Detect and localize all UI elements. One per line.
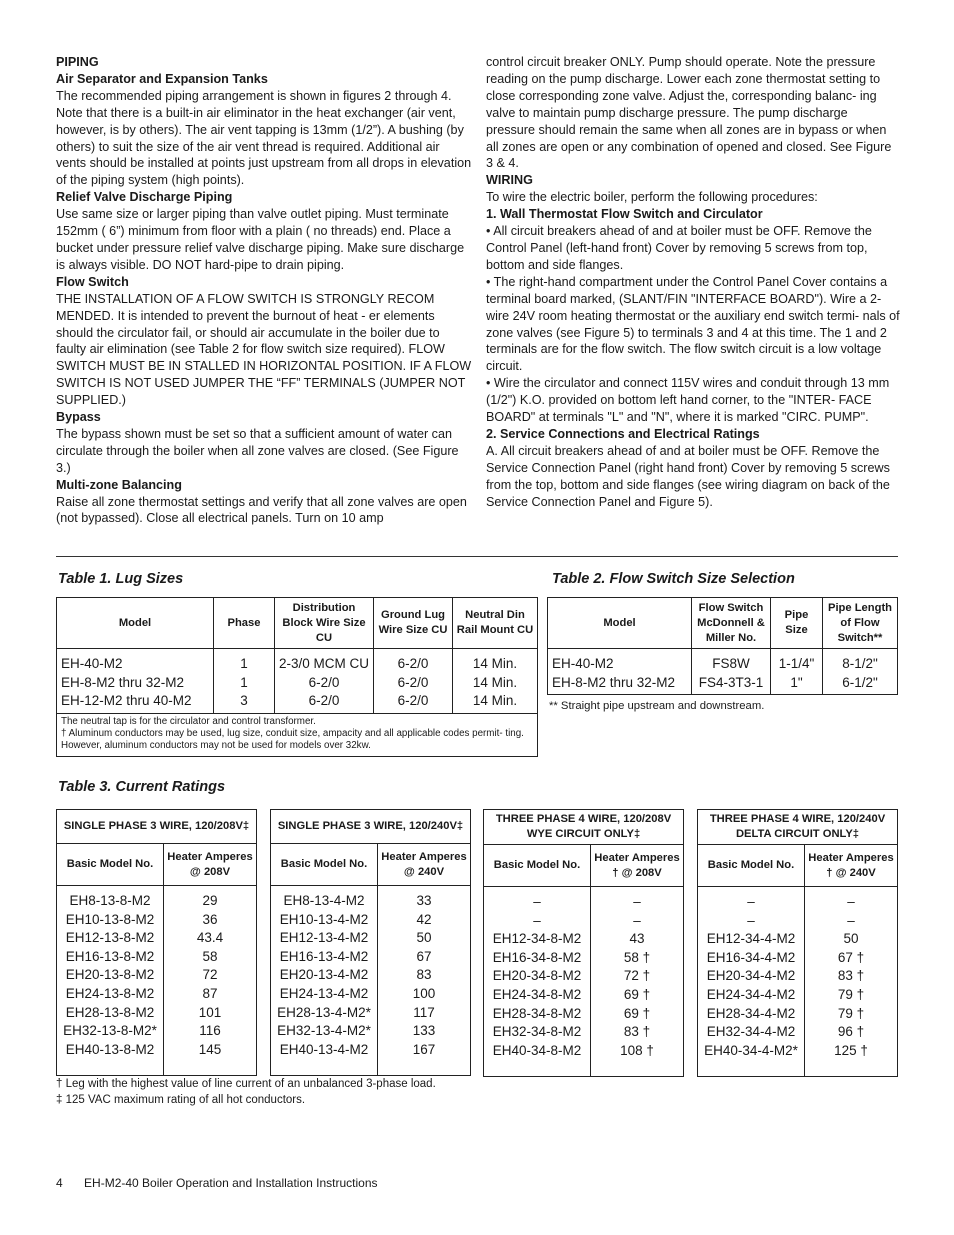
current-table-panel-4 <box>697 809 898 1077</box>
page-number: 4 <box>56 1176 63 1190</box>
t2-header-model: Model <box>548 598 692 649</box>
paragraph-multizone-cont: control circuit breaker ONLY. Pump should operate. Note the pressure reading on the pump discharge. Lower each zone thermostat setting to close corresponding zone valve. Adjust the, corresponding balanc- ing valve to maintain pump discharge pressure. The pump discharge pressure should remain the same when all zones are in bypass or when all zones are open or any combination of opened and closed. See Figure 3 & 4. <box>486 55 892 171</box>
t1-ground-cell: 6-2/0 6-2/0 6-2/0 <box>374 649 453 714</box>
t2-header-pipe-length: Pipe Length of Flow Switch** <box>823 598 898 649</box>
paragraph-breakers: • All circuit breakers ahead of and at boiler must be OFF. Remove the Control Panel (left-hand front) Cover by removing 5 screws from top, bottom and side flanges. <box>486 224 872 272</box>
heading-piping: PIPING <box>56 55 99 69</box>
t3p1-amps: 29 36 43.4 58 72 87 101 116 145 <box>164 886 257 1076</box>
t3p2-models: EH8-13-4-M2 EH10-13-4-M2 EH12-13-4-M2 EH16-13-4-M2 EH20-13-4-M2 EH24-13-4-M2 EH28-13-4-M2* EH32-13-4-M2* EH40-13-4-M2 <box>277 893 371 1057</box>
heading-wiring: WIRING <box>486 173 533 188</box>
lug-sizes-table <box>56 597 538 757</box>
heading-bypass: Bypass <box>56 410 101 425</box>
t2-pipe-length-cell: 8-1/2" 6-1/2" <box>823 649 898 695</box>
t3p4-models: – – EH12-34-4-M2 EH16-34-4-M2 EH20-34-4-M2 EH24-34-4-M2 EH28-34-4-M2 EH32-34-4-M2 EH40-34-4-M2* <box>704 894 798 1058</box>
t3p1-models: EH8-13-8-M2 EH10-13-8-M2 EH12-13-8-M2 EH16-13-8-M2 EH20-13-8-M2 EH24-13-8-M2 EH28-13-8-M2 EH32-13-8-M2* EH40-13-8-M2 <box>63 893 157 1057</box>
t3p1-col-model: Basic Model No. <box>57 844 164 886</box>
paragraph-service-connections: A. All circuit breakers ahead of and at boiler must be OFF. Remove the Service Connection Panel (right hand front) Cover by removing 5 screws from the top, bottom and side flanges (see wiring diagram on back of the Service Connection Panel and Figure 5). <box>486 443 890 509</box>
paragraph-wiring-intro: To wire the electric boiler, perform the following procedures: <box>486 190 818 205</box>
t3p2-col-model: Basic Model No. <box>271 844 378 886</box>
section-divider <box>56 556 898 557</box>
heading-service-connections: 2. Service Connections and Electrical Ratings <box>486 426 760 441</box>
t2-header-pipe-size: Pipe Size <box>771 598 823 649</box>
document-title: EH-M2-40 Boiler Operation and Installation Instructions <box>84 1176 378 1190</box>
t1-distribution-cell: 2-3/0 MCM CU 6-2/0 6-2/0 <box>275 649 374 714</box>
t3p3-models: – – EH12-34-8-M2 EH16-34-8-M2 EH20-34-8-M2 EH24-34-8-M2 EH28-34-8-M2 EH32-34-8-M2 EH40-34-8-M2 <box>492 894 582 1058</box>
t2-models-cell: EH-40-M2 EH-8-M2 thru 32-M2 <box>552 656 676 690</box>
t1-header-phase: Phase <box>214 598 275 649</box>
t3p4-amps: – – 50 67 † 83 † 79 † 79 † 96 † 125 † <box>805 887 898 1077</box>
t1-phase-cell: 1 1 3 <box>214 649 275 714</box>
t3p1-title: SINGLE PHASE 3 WIRE, 120/208V‡ <box>57 810 257 844</box>
heading-air-separator: Air Separator and Expansion Tanks <box>56 71 268 86</box>
t3p3-amps: – – 43 58 † 72 † 69 † 69 † 83 † 108 † <box>591 887 684 1077</box>
t2-footnote: ** Straight pipe upstream and downstream. <box>549 700 765 712</box>
flow-switch-table <box>547 597 898 695</box>
table1-caption: Table 1. Lug Sizes <box>58 571 184 587</box>
heading-wall-thermostat: 1. Wall Thermostat Flow Switch and Circulator <box>486 207 763 222</box>
t1-header-distribution: Distribution Block Wire Size CU <box>275 598 374 649</box>
heading-multizone: Multi-zone Balancing <box>56 477 182 492</box>
t3p2-amps: 33 42 50 67 83 100 117 133 167 <box>378 886 471 1076</box>
t3p2-col-amps: Heater Amperes @ 240V <box>378 844 471 886</box>
table2-caption: Table 2. Flow Switch Size Selection <box>552 571 795 587</box>
t3p4-col-model: Basic Model No. <box>698 845 805 887</box>
table3-caption: Table 3. Current Ratings <box>58 779 226 795</box>
page-footer <box>56 1176 396 1190</box>
t3-footnote-dagger: † Leg with the highest value of line current of an unbalanced 3-phase load. <box>56 1078 436 1090</box>
paragraph-multizone: Raise all zone thermostat settings and verify that all zone valves are open (not bypassed). Close all electrical panels. Turn on 10 amp <box>56 494 467 526</box>
paragraph-interface-board: • The right-hand compartment under the Control Panel Cover contains a terminal board marked, (SLANT/FIN "INTERFACE BOARD"). Wire a 2-wire 24V room heating thermostat or the auxiliary end switch termi- nals of zone valves (see Figure 5) to terminals 3 and 4 at this time. The 1 and 2 terminals are for the flow switch. The flow switch circuit is a low voltage circuit. <box>486 274 900 374</box>
t2-header-flow-switch: Flow Switch McDonnell & Miller No. <box>692 598 771 649</box>
t3p4-col-amps: Heater Amperes † @ 240V <box>805 845 898 887</box>
t1-notes: The neutral tap is for the circulator and control transformer. † Aluminum conductors may be used, lug size, conduit size, ampacity and all applicable codes permit- ting. However, aluminum conductors may not be used for models over 32kw. <box>57 714 538 757</box>
heading-flow-switch: Flow Switch <box>56 274 129 289</box>
t3p3-col-model: Basic Model No. <box>484 845 591 887</box>
t1-header-ground: Ground Lug Wire Size CU <box>374 598 453 649</box>
t1-header-model: Model <box>57 598 214 649</box>
t2-pipe-size-cell: 1-1/4" 1" <box>771 649 823 695</box>
paragraph-flow-switch: THE INSTALLATION OF A FLOW SWITCH IS STRONGLY RECOM MENDED. It is intended to prevent the burnout of heat - er elements should the circulator fail, or should air accumulate in the boiler due to faulty air elimination (see Table 2 for flow switch size required). FLOW SWITCH MUST BE IN STALLED IN HORIZONTAL POSITION. IF A FLOW SWITCH IS NOT USED JUMPER THE “FF” TERMINALS (JUMPER NOT SUPPLIED.) <box>56 291 472 408</box>
current-table-panel-2 <box>270 809 471 1076</box>
current-table-panel-3 <box>483 809 684 1077</box>
t3p4-title: THREE PHASE 4 WIRE, 120/240V DELTA CIRCUIT ONLY‡ <box>698 810 898 845</box>
t3-footnotes <box>56 1077 436 1108</box>
t1-models-cell: EH-40-M2 EH-8-M2 thru 32-M2 EH-12-M2 thru 40-M2 <box>61 656 192 709</box>
t3p2-title: SINGLE PHASE 3 WIRE, 120/240V‡ <box>271 810 471 844</box>
t3p3-col-amps: Heater Amperes † @ 208V <box>591 845 684 887</box>
t1-header-neutral: Neutral Din Rail Mount CU <box>453 598 538 649</box>
t2-flow-switch-cell: FS8W FS4-3T3-1 <box>692 649 771 695</box>
paragraph-relief-valve: Use same size or larger piping than valve outlet piping. Must terminate 152mm ( 6”) minimum from floor with a plain ( no threads) end. Place a bucket under pressure relief valve discharge piping. Make sure discharge is always visible. DO NOT hard-pipe to drain piping. <box>56 207 465 272</box>
current-table-panel-1 <box>56 809 257 1076</box>
heading-relief-valve: Relief Valve Discharge Piping <box>56 190 233 205</box>
paragraph-air-separator: The recommended piping arrangement is shown in figures 2 through 4. Note that there is a built-in air eliminator in the heat exchanger (air vent, however, is by others). The air vent tapping is 13mm (1/2”). A bushing (by others) to suit the size of the air vent thread is required. Additional air vents should be installed at points just upstream from all drops in elevation of the piping system (high points). <box>56 88 472 188</box>
paragraph-circulator: • Wire the circulator and connect 115V wires and conduit through 13 mm (1/2") K.O. provided on bottom left hand corner, to the "INTER- FACE BOARD" at terminals "L" and "N", where it is marked "CIRC. PUMP". <box>486 376 890 425</box>
t1-neutral-cell: 14 Min. 14 Min. 14 Min. <box>453 649 538 714</box>
paragraph-bypass: The bypass shown must be set so that a sufficient amount of water can circulate through the boiler when all zone valves are closed. (See Figure 3.) <box>56 426 459 475</box>
t3p1-col-amps: Heater Amperes @ 208V <box>164 844 257 886</box>
right-text-column <box>486 54 900 510</box>
t3p3-title: THREE PHASE 4 WIRE, 120/208V WYE CIRCUIT ONLY‡ <box>484 810 684 845</box>
t3-footnote-double-dagger: ‡ 125 VAC maximum rating of all hot conductors. <box>56 1093 306 1106</box>
left-text-column <box>56 54 472 527</box>
